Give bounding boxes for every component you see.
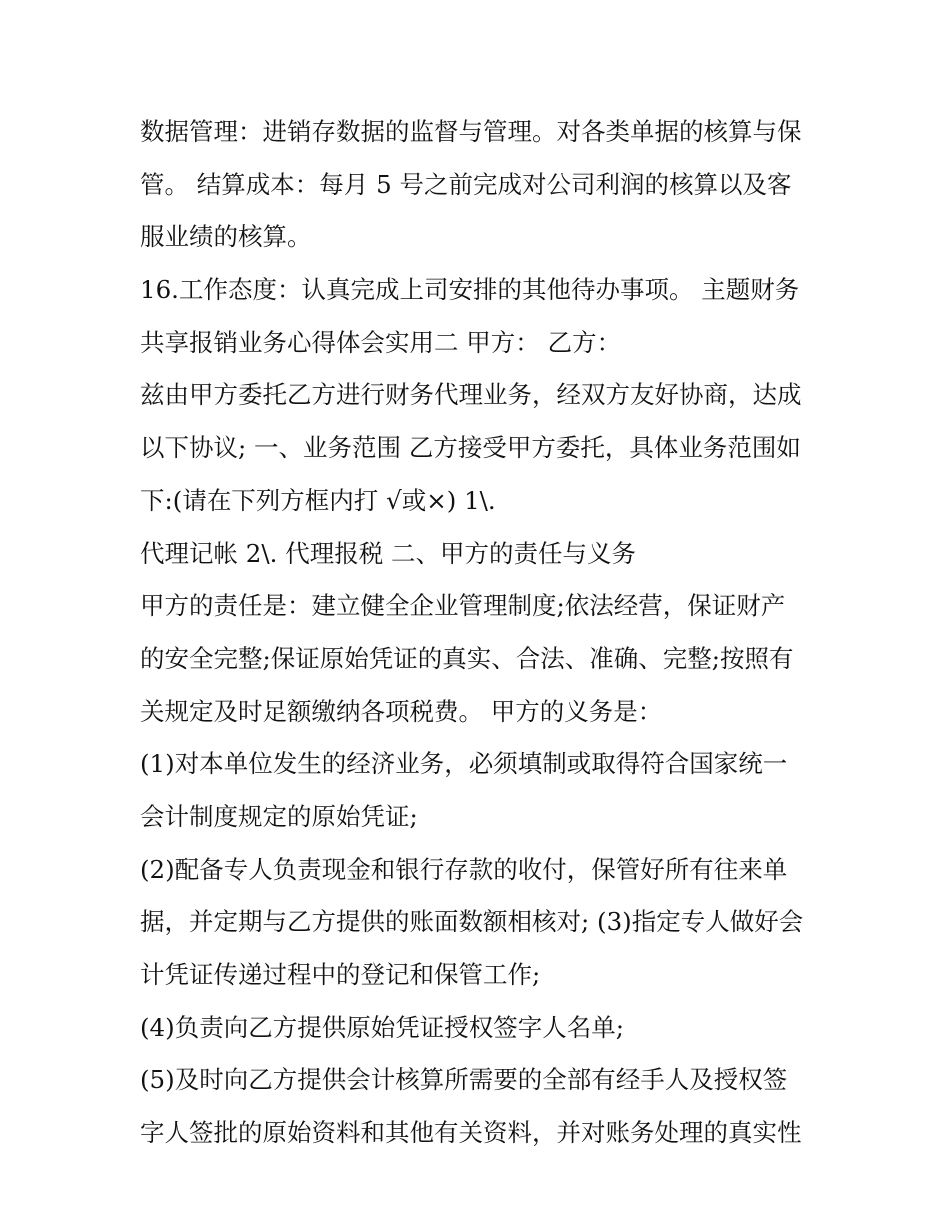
- text-line: 的安全完整;保证原始凭证的真实、合法、准确、完整;按照有: [140, 643, 794, 673]
- text-line: (1)对本单位发生的经济业务，必须填制或取得符合国家统一: [140, 749, 788, 779]
- text-line: 共享报销业务心得体会实用二 甲方： 乙方：: [140, 327, 622, 357]
- text-line: 管。 结算成本：每月 5 号之前完成对公司利润的核算以及客: [140, 169, 792, 199]
- text-line: 甲方的责任是：建立健全企业管理制度;依法经营，保证财产: [140, 591, 786, 621]
- text-line: 服业绩的核算。: [140, 222, 312, 252]
- text-line: 数据管理：进销存数据的监督与管理。对各类单据的核算与保: [140, 117, 802, 146]
- text-line: 代理记帐 2\. 代理报税 二、甲方的责任与义务: [140, 538, 636, 568]
- document-body: [140, 106, 830, 1160]
- text-line: (4)负责向乙方提供原始凭证授权签字人名单;: [140, 1012, 624, 1042]
- text-line: 以下协议; 一、业务范围 乙方接受甲方委托，具体业务范围如: [140, 433, 801, 463]
- text-line: 计凭证传递过程中的登记和保管工作;: [140, 960, 541, 989]
- text-line: 会计制度规定的原始凭证;: [140, 801, 418, 831]
- text-line: 兹由甲方委托乙方进行财务代理业务，经双方友好协商，达成: [140, 380, 802, 410]
- text-line: 下:(请在下列方框内打 √或×) 1\.: [140, 485, 496, 515]
- text-line: 16.工作态度：认真完成上司安排的其他待办事项。 主题财务: [140, 275, 800, 305]
- text-line: 关规定及时足额缴纳各项税费。 甲方的义务是：: [140, 696, 663, 726]
- text-line: 字人签批的原始资料和其他有关资料，并对账务处理的真实性: [140, 1118, 802, 1148]
- text-line: 据，并定期与乙方提供的账面数额相核对; (3)指定专人做好会: [140, 907, 804, 937]
- text-line: (2)配备专人负责现金和银行存款的收付，保管好所有往来单: [140, 854, 788, 884]
- text-line: (5)及时向乙方提供会计核算所需要的全部有经手人及授权签: [140, 1065, 788, 1095]
